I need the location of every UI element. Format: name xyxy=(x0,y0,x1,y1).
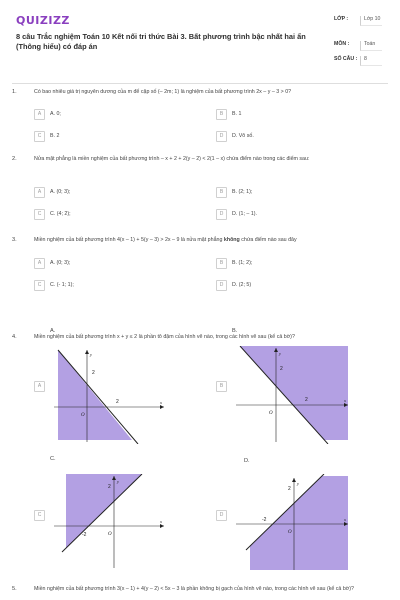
option-d[interactable] xyxy=(216,130,254,142)
meta-class-value: Lớp 10 xyxy=(360,16,382,26)
graph-d-y-label: y xyxy=(297,481,299,486)
graph-b-origin: O xyxy=(269,411,273,416)
option-letter-box: C xyxy=(34,131,45,142)
question-text: Miền nghiệm của bất phương trình 4(x – 1) + 5(y – 3) > 2x – 9 là nửa mặt phẳng không chứa điểm nào sau đây xyxy=(34,237,297,243)
graph-d-tick-y: 2 xyxy=(288,486,291,492)
question-number: 5. xyxy=(12,586,17,592)
question-number: 2. xyxy=(12,156,17,162)
graph-c-svg xyxy=(54,474,169,572)
meta-subject-label: MÔN : xyxy=(334,41,350,47)
question-number: 3. xyxy=(12,237,17,243)
graph-c-x-arrow-icon xyxy=(160,524,164,528)
graph-a-label: A. xyxy=(50,328,56,334)
option-b[interactable] xyxy=(216,257,252,269)
graph-b-y-label: y xyxy=(279,351,281,356)
option-a[interactable] xyxy=(34,108,61,120)
option-a[interactable] xyxy=(34,257,70,269)
option-letter-box: A xyxy=(34,258,45,269)
option-letter-box: B xyxy=(216,109,227,120)
option-text: A. (0; 3); xyxy=(50,189,71,195)
option-letter-box: D xyxy=(216,209,227,220)
option-letter-box: D xyxy=(216,131,227,142)
quizizz-logo: QUIZIZZ xyxy=(16,14,70,27)
question-text: Có bao nhiêu giá trị nguyên dương của m để cặp số (– 2m; 1) là nghiệm của bất phương trình 2x – y – 3 > 0? xyxy=(34,89,292,95)
graph-a-y-label: y xyxy=(90,352,92,357)
graph-a-y-arrow-icon xyxy=(85,350,89,354)
graph-d-y-arrow-icon xyxy=(292,478,296,482)
option-letter-box: C xyxy=(34,280,45,291)
option-letter-box: A xyxy=(34,109,45,120)
meta-subject-value: Toán xyxy=(360,41,382,51)
graph-b-svg xyxy=(236,346,351,444)
graph-d-label: D. xyxy=(244,458,250,464)
option-a[interactable] xyxy=(34,380,50,392)
graph-c-label: C. xyxy=(50,456,56,462)
option-d[interactable] xyxy=(216,208,257,220)
option-letter-box: D xyxy=(216,280,227,291)
option-letter-box: B xyxy=(216,258,227,269)
option-text: B. 2 xyxy=(50,133,60,139)
graph-b xyxy=(236,346,351,444)
option-letter-box: A xyxy=(34,381,45,392)
header-divider xyxy=(12,83,388,84)
option-d[interactable] xyxy=(216,279,251,291)
option-letter-box: B xyxy=(216,187,227,198)
graph-a-origin: O xyxy=(81,413,85,418)
graph-c-tick-x: -2 xyxy=(82,532,87,538)
option-letter-box: C xyxy=(34,209,45,220)
graph-b-label: B. xyxy=(232,328,238,334)
meta-count-value: 8 xyxy=(360,56,382,66)
question-text: Nửa mặt phẳng là miền nghiệm của bất phương trình – x + 2 + 2(y – 2) < 2(1 – x) chứa điểm nào trong các điểm sau: xyxy=(34,156,310,162)
graph-a-svg xyxy=(54,346,169,444)
option-c[interactable] xyxy=(34,279,74,291)
option-b[interactable] xyxy=(216,108,241,120)
option-b[interactable] xyxy=(216,380,232,392)
graph-a-tick-y: 2 xyxy=(92,370,95,376)
option-letter-box: B xyxy=(216,381,227,392)
question-4 xyxy=(12,328,388,574)
option-text: B. (1; 2); xyxy=(232,260,253,266)
graph-c-origin: O xyxy=(108,532,112,537)
meta-class xyxy=(334,16,382,26)
graph-b-tick-x: 2 xyxy=(305,397,308,403)
option-letter-box: C xyxy=(34,510,45,521)
meta-class-label: LỚP : xyxy=(334,16,349,22)
option-text: D. (2; 5) xyxy=(232,282,252,288)
question-text: Miền nghiệm của bất phương trình 3(x – 1) + 4(y – 2) < 5x – 3 là phần không bị gạch của hình vẽ nào, trong các hình vẽ sau (kể cả bờ)? xyxy=(34,586,354,592)
question-text: Miền nghiệm của bất phương trình x + y ≤ 2 là phần tô đậm của hình vẽ nào, trong các hình vẽ sau (kể cả bờ)? xyxy=(34,334,295,340)
option-text: B. 1 xyxy=(232,111,242,117)
worksheet-header xyxy=(16,12,386,82)
graph-c-y-label: y xyxy=(117,479,119,484)
graph-a-x-arrow-icon xyxy=(160,405,164,409)
option-text: A. (0; 3); xyxy=(50,260,71,266)
graph-d-x-label: x xyxy=(344,517,346,522)
option-letter-box: A xyxy=(34,187,45,198)
graph-b-x-label: x xyxy=(344,398,346,403)
graph-d-shaded-region xyxy=(250,476,348,570)
option-text: D. (1; – 1). xyxy=(232,211,258,217)
graph-d-origin: O xyxy=(288,530,292,535)
graph-d-tick-x: -2 xyxy=(262,517,267,523)
option-text: C. (4; 2); xyxy=(50,211,71,217)
graph-c xyxy=(54,474,169,572)
option-b[interactable] xyxy=(216,186,252,198)
graph-a xyxy=(54,346,169,444)
option-c[interactable] xyxy=(34,509,50,521)
option-text: B. (2; 1); xyxy=(232,189,253,195)
graph-c-tick-y: 2 xyxy=(108,484,111,490)
question-number: 4. xyxy=(12,334,17,340)
question-number: 1. xyxy=(12,89,17,95)
graph-b-shaded-region xyxy=(240,346,348,440)
worksheet-title: 8 câu Trắc nghiệm Toán 10 Kết nối tri thức Bài 3. Bất phương trình bậc nhất hai ẩn (Thông hiểu) có đáp án xyxy=(16,32,306,51)
emphasis-word: không xyxy=(223,237,240,243)
meta-count-label: SỐ CÂU : xyxy=(334,56,358,62)
option-letter-box: D xyxy=(216,510,227,521)
graph-c-x-label: x xyxy=(160,519,162,524)
meta-count xyxy=(334,56,382,66)
option-d[interactable] xyxy=(216,509,232,521)
graph-a-x-label: x xyxy=(160,400,162,405)
graph-d xyxy=(236,474,351,572)
option-text: C. (- 1; 1); xyxy=(50,282,74,288)
graph-a-tick-x: 2 xyxy=(116,399,119,405)
option-c[interactable] xyxy=(34,208,71,220)
option-text: D. Vô số. xyxy=(232,133,254,139)
option-text: A. 0; xyxy=(50,111,61,117)
meta-subject xyxy=(334,41,382,51)
option-c[interactable] xyxy=(34,130,59,142)
option-a[interactable] xyxy=(34,186,70,198)
graph-d-svg xyxy=(236,474,351,572)
graph-b-tick-y: 2 xyxy=(280,366,283,372)
